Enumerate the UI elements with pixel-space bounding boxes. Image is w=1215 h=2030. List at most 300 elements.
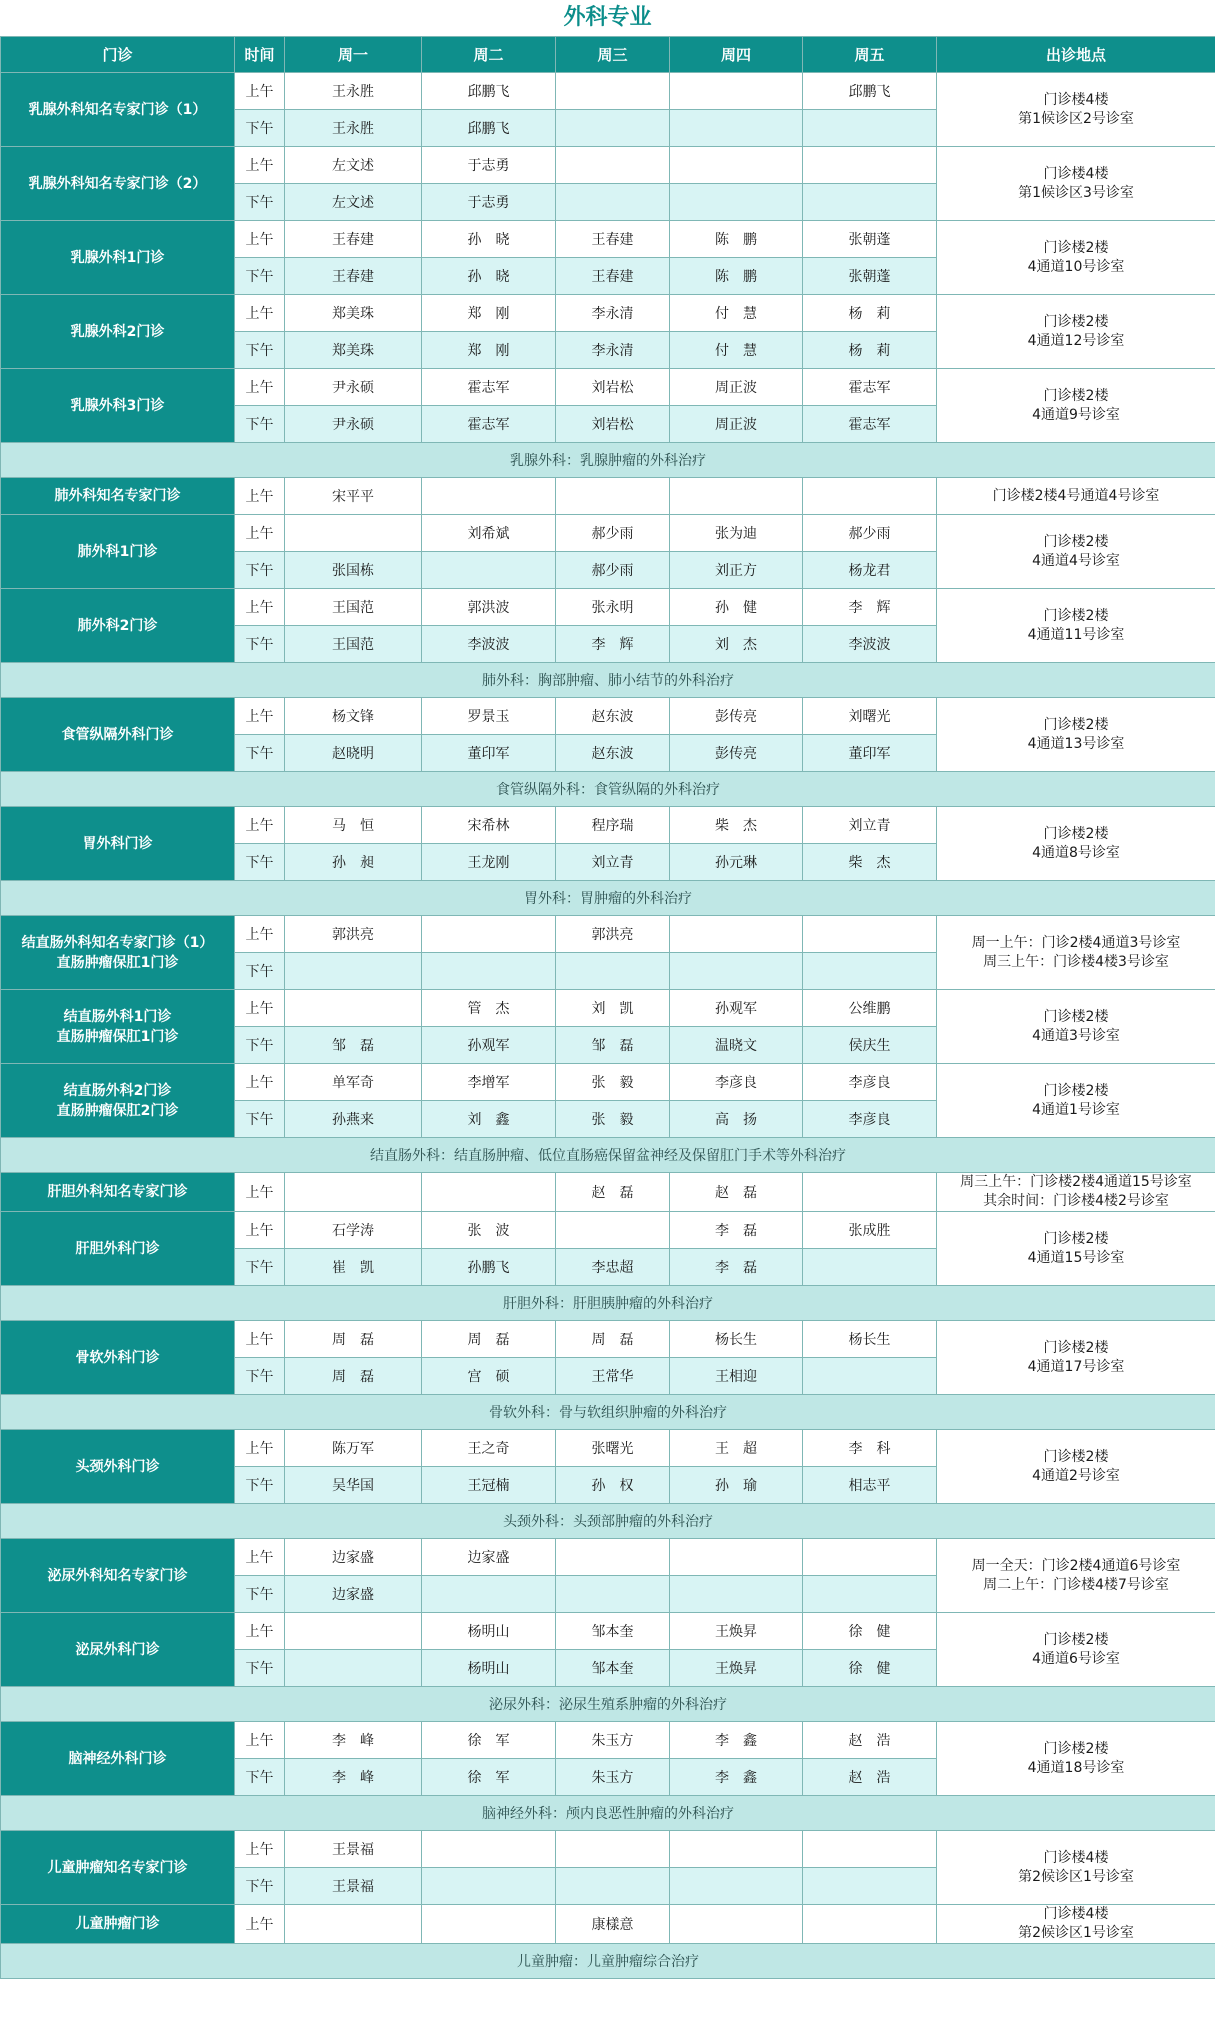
doctor-cell: 王之奇 bbox=[422, 1430, 556, 1467]
doctor-cell: 李 辉 bbox=[803, 589, 937, 626]
doctor-cell: 张为迪 bbox=[670, 515, 803, 552]
doctor-cell: 柴 杰 bbox=[670, 807, 803, 844]
doctor-cell bbox=[556, 110, 670, 147]
clinic-location: 周三上午：门诊楼2楼4通道15号诊室 其余时间：门诊楼4楼2号诊室 bbox=[937, 1173, 1215, 1212]
doctor-cell: 王国范 bbox=[285, 626, 422, 663]
doctor-cell: 邹本奎 bbox=[556, 1650, 670, 1687]
doctor-cell bbox=[285, 515, 422, 552]
doctor-cell: 边家盛 bbox=[285, 1539, 422, 1576]
schedule-row bbox=[1, 369, 1215, 406]
doctor-cell: 程序瑞 bbox=[556, 807, 670, 844]
doctor-cell: 张国栋 bbox=[285, 552, 422, 589]
section-description: 骨软外科：骨与软组织肿瘤的外科治疗 bbox=[1, 1395, 1215, 1430]
header-day-thu: 周四 bbox=[670, 37, 803, 73]
doctor-cell: 孙 权 bbox=[556, 1467, 670, 1504]
doctor-cell: 赵晓明 bbox=[285, 735, 422, 772]
doctor-cell bbox=[422, 552, 556, 589]
session-time: 上午 bbox=[235, 916, 285, 953]
schedule-row bbox=[1, 1722, 1215, 1759]
doctor-cell bbox=[670, 1539, 803, 1576]
doctor-cell: 李波波 bbox=[803, 626, 937, 663]
session-time: 下午 bbox=[235, 258, 285, 295]
session-time: 上午 bbox=[235, 990, 285, 1027]
doctor-cell: 张 波 bbox=[422, 1212, 556, 1249]
section-description: 头颈外科：头颈部肿瘤的外科治疗 bbox=[1, 1504, 1215, 1539]
doctor-cell: 李永清 bbox=[556, 295, 670, 332]
clinic-name: 泌尿外科知名专家门诊 bbox=[1, 1539, 235, 1613]
schedule-row bbox=[1, 1905, 1215, 1944]
session-time: 下午 bbox=[235, 110, 285, 147]
doctor-cell bbox=[803, 147, 937, 184]
section-description: 儿童肿瘤：儿童肿瘤综合治疗 bbox=[1, 1944, 1215, 1979]
clinic-name: 肝胆外科知名专家门诊 bbox=[1, 1173, 235, 1212]
session-time: 下午 bbox=[235, 1650, 285, 1687]
session-time: 下午 bbox=[235, 184, 285, 221]
doctor-cell: 张 毅 bbox=[556, 1064, 670, 1101]
section-description-row bbox=[1, 1687, 1215, 1722]
doctor-cell: 王焕昇 bbox=[670, 1650, 803, 1687]
doctor-cell: 边家盛 bbox=[422, 1539, 556, 1576]
doctor-cell: 李增军 bbox=[422, 1064, 556, 1101]
clinic-name: 肝胆外科门诊 bbox=[1, 1212, 235, 1286]
doctor-cell bbox=[556, 1212, 670, 1249]
doctor-cell bbox=[556, 147, 670, 184]
doctor-cell: 霍志军 bbox=[803, 406, 937, 443]
doctor-cell bbox=[422, 478, 556, 515]
doctor-cell: 王景福 bbox=[285, 1831, 422, 1868]
clinic-name: 脑神经外科门诊 bbox=[1, 1722, 235, 1796]
session-time: 下午 bbox=[235, 1868, 285, 1905]
doctor-cell: 刘曙光 bbox=[803, 698, 937, 735]
session-time: 上午 bbox=[235, 369, 285, 406]
doctor-cell: 陈万军 bbox=[285, 1430, 422, 1467]
clinic-location: 门诊楼4楼 第1候诊区2号诊室 bbox=[937, 73, 1215, 147]
doctor-cell: 杨 莉 bbox=[803, 332, 937, 369]
doctor-cell bbox=[803, 1868, 937, 1905]
doctor-cell: 王冠楠 bbox=[422, 1467, 556, 1504]
doctor-cell: 公维鹏 bbox=[803, 990, 937, 1027]
session-time: 下午 bbox=[235, 552, 285, 589]
clinic-location: 门诊楼2楼 4通道13号诊室 bbox=[937, 698, 1215, 772]
doctor-cell: 杨 莉 bbox=[803, 295, 937, 332]
doctor-cell bbox=[285, 990, 422, 1027]
session-time: 下午 bbox=[235, 844, 285, 881]
clinic-name: 乳腺外科知名专家门诊（1） bbox=[1, 73, 235, 147]
doctor-cell: 单军奇 bbox=[285, 1064, 422, 1101]
doctor-cell bbox=[803, 110, 937, 147]
doctor-cell: 霍志军 bbox=[803, 369, 937, 406]
session-time: 上午 bbox=[235, 1173, 285, 1212]
doctor-cell: 李 辉 bbox=[556, 626, 670, 663]
doctor-cell bbox=[803, 916, 937, 953]
doctor-cell: 王春建 bbox=[285, 221, 422, 258]
doctor-cell: 侯庆生 bbox=[803, 1027, 937, 1064]
doctor-cell bbox=[670, 147, 803, 184]
doctor-cell: 李波波 bbox=[422, 626, 556, 663]
doctor-cell: 郑美珠 bbox=[285, 295, 422, 332]
clinic-name: 结直肠外科2门诊 直肠肿瘤保肛2门诊 bbox=[1, 1064, 235, 1138]
doctor-cell bbox=[803, 184, 937, 221]
schedule-row bbox=[1, 807, 1215, 844]
page-title: 外科专业 bbox=[0, 0, 1215, 36]
doctor-cell: 孙 健 bbox=[670, 589, 803, 626]
doctor-cell: 陈 鹏 bbox=[670, 258, 803, 295]
doctor-cell: 尹永硕 bbox=[285, 369, 422, 406]
doctor-cell bbox=[803, 1831, 937, 1868]
doctor-cell: 李 磊 bbox=[670, 1212, 803, 1249]
section-description: 脑神经外科：颅内良恶性肿瘤的外科治疗 bbox=[1, 1796, 1215, 1831]
doctor-cell: 王春建 bbox=[285, 258, 422, 295]
doctor-cell: 罗景玉 bbox=[422, 698, 556, 735]
session-time: 上午 bbox=[235, 1613, 285, 1650]
session-time: 下午 bbox=[235, 406, 285, 443]
clinic-name: 泌尿外科门诊 bbox=[1, 1613, 235, 1687]
doctor-cell: 郑 刚 bbox=[422, 295, 556, 332]
doctor-cell: 孙元琳 bbox=[670, 844, 803, 881]
doctor-cell: 刘 凯 bbox=[556, 990, 670, 1027]
doctor-cell: 李彦良 bbox=[670, 1064, 803, 1101]
doctor-cell: 张朝蓬 bbox=[803, 221, 937, 258]
doctor-cell bbox=[422, 916, 556, 953]
doctor-cell: 宫 硕 bbox=[422, 1358, 556, 1395]
doctor-cell: 刘岩松 bbox=[556, 406, 670, 443]
header-day-mon: 周一 bbox=[285, 37, 422, 73]
doctor-cell: 孙 晓 bbox=[422, 258, 556, 295]
doctor-cell: 李 磊 bbox=[670, 1249, 803, 1286]
section-description: 结直肠外科：结直肠肿瘤、低位直肠癌保留盆神经及保留肛门手术等外科治疗 bbox=[1, 1138, 1215, 1173]
schedule-row bbox=[1, 295, 1215, 332]
doctor-cell: 王焕昇 bbox=[670, 1613, 803, 1650]
doctor-cell: 周 磊 bbox=[422, 1321, 556, 1358]
clinic-location: 门诊楼2楼 4通道15号诊室 bbox=[937, 1212, 1215, 1286]
doctor-cell: 董印军 bbox=[803, 735, 937, 772]
schedule-row bbox=[1, 1430, 1215, 1467]
clinic-name: 乳腺外科2门诊 bbox=[1, 295, 235, 369]
schedule-body bbox=[1, 73, 1215, 1979]
session-time: 上午 bbox=[235, 1905, 285, 1944]
doctor-cell: 邹 磊 bbox=[285, 1027, 422, 1064]
doctor-cell: 张 毅 bbox=[556, 1101, 670, 1138]
session-time: 下午 bbox=[235, 1358, 285, 1395]
doctor-cell: 郑 刚 bbox=[422, 332, 556, 369]
doctor-cell: 李 鑫 bbox=[670, 1759, 803, 1796]
doctor-cell: 刘立青 bbox=[556, 844, 670, 881]
doctor-cell: 李 峰 bbox=[285, 1722, 422, 1759]
doctor-cell: 刘岩松 bbox=[556, 369, 670, 406]
schedule-row bbox=[1, 589, 1215, 626]
doctor-cell: 郝少雨 bbox=[556, 515, 670, 552]
doctor-cell: 王春建 bbox=[556, 258, 670, 295]
doctor-cell bbox=[670, 73, 803, 110]
doctor-cell: 李 鑫 bbox=[670, 1722, 803, 1759]
doctor-cell: 郭洪亮 bbox=[556, 916, 670, 953]
doctor-cell: 边家盛 bbox=[285, 1576, 422, 1613]
clinic-name: 乳腺外科1门诊 bbox=[1, 221, 235, 295]
doctor-cell: 刘希斌 bbox=[422, 515, 556, 552]
doctor-cell bbox=[803, 478, 937, 515]
doctor-cell: 郭洪亮 bbox=[285, 916, 422, 953]
section-description: 泌尿外科：泌尿生殖系肿瘤的外科治疗 bbox=[1, 1687, 1215, 1722]
doctor-cell bbox=[670, 478, 803, 515]
session-time: 上午 bbox=[235, 1212, 285, 1249]
doctor-cell bbox=[285, 953, 422, 990]
doctor-cell: 徐 军 bbox=[422, 1759, 556, 1796]
clinic-location: 门诊楼2楼 4通道11号诊室 bbox=[937, 589, 1215, 663]
doctor-cell: 彭传亮 bbox=[670, 735, 803, 772]
session-time: 上午 bbox=[235, 147, 285, 184]
doctor-cell: 刘立青 bbox=[803, 807, 937, 844]
clinic-location: 门诊楼2楼 4通道9号诊室 bbox=[937, 369, 1215, 443]
clinic-location: 门诊楼2楼 4通道6号诊室 bbox=[937, 1613, 1215, 1687]
session-time: 上午 bbox=[235, 1539, 285, 1576]
session-time: 下午 bbox=[235, 1027, 285, 1064]
doctor-cell bbox=[670, 110, 803, 147]
schedule-row bbox=[1, 1212, 1215, 1249]
section-description: 乳腺外科：乳腺肿瘤的外科治疗 bbox=[1, 443, 1215, 478]
session-time: 上午 bbox=[235, 478, 285, 515]
doctor-cell bbox=[556, 1868, 670, 1905]
doctor-cell bbox=[670, 1831, 803, 1868]
doctor-cell: 杨龙君 bbox=[803, 552, 937, 589]
doctor-cell: 周 磊 bbox=[285, 1358, 422, 1395]
doctor-cell bbox=[670, 1905, 803, 1944]
doctor-cell: 王常华 bbox=[556, 1358, 670, 1395]
session-time: 下午 bbox=[235, 332, 285, 369]
doctor-cell: 徐 健 bbox=[803, 1650, 937, 1687]
clinic-location: 门诊楼2楼 4通道18号诊室 bbox=[937, 1722, 1215, 1796]
doctor-cell: 杨文锋 bbox=[285, 698, 422, 735]
session-time: 上午 bbox=[235, 589, 285, 626]
doctor-cell: 赵 磊 bbox=[670, 1173, 803, 1212]
clinic-name: 肺外科1门诊 bbox=[1, 515, 235, 589]
doctor-cell: 刘 鑫 bbox=[422, 1101, 556, 1138]
section-description: 食管纵隔外科：食管纵隔的外科治疗 bbox=[1, 772, 1215, 807]
section-description-row bbox=[1, 772, 1215, 807]
doctor-cell: 左文述 bbox=[285, 147, 422, 184]
doctor-cell: 马 恒 bbox=[285, 807, 422, 844]
clinic-location: 门诊楼4楼 第2候诊区1号诊室 bbox=[937, 1831, 1215, 1905]
section-description-row bbox=[1, 1504, 1215, 1539]
doctor-cell: 付 慧 bbox=[670, 332, 803, 369]
doctor-cell: 孙观军 bbox=[422, 1027, 556, 1064]
clinic-location: 周一上午：门诊2楼4通道3号诊室 周三上午：门诊楼4楼3号诊室 bbox=[937, 916, 1215, 990]
doctor-cell: 崔 凯 bbox=[285, 1249, 422, 1286]
clinic-location: 周一全天：门诊2楼4通道6号诊室 周二上午：门诊楼4楼7号诊室 bbox=[937, 1539, 1215, 1613]
doctor-cell: 宋希林 bbox=[422, 807, 556, 844]
doctor-cell: 朱玉方 bbox=[556, 1759, 670, 1796]
clinic-name: 结直肠外科知名专家门诊（1） 直肠肿瘤保肛1门诊 bbox=[1, 916, 235, 990]
doctor-cell bbox=[422, 1831, 556, 1868]
doctor-cell: 朱玉方 bbox=[556, 1722, 670, 1759]
clinic-name: 肺外科2门诊 bbox=[1, 589, 235, 663]
doctor-cell bbox=[803, 1358, 937, 1395]
doctor-cell: 邹本奎 bbox=[556, 1613, 670, 1650]
clinic-location: 门诊楼2楼 4通道4号诊室 bbox=[937, 515, 1215, 589]
doctor-cell: 郝少雨 bbox=[803, 515, 937, 552]
session-time: 上午 bbox=[235, 807, 285, 844]
session-time: 上午 bbox=[235, 698, 285, 735]
doctor-cell: 杨长生 bbox=[670, 1321, 803, 1358]
doctor-cell: 刘正方 bbox=[670, 552, 803, 589]
doctor-cell: 李忠超 bbox=[556, 1249, 670, 1286]
doctor-cell bbox=[556, 1831, 670, 1868]
doctor-cell: 左文述 bbox=[285, 184, 422, 221]
schedule-row bbox=[1, 1613, 1215, 1650]
doctor-cell: 李彦良 bbox=[803, 1101, 937, 1138]
doctor-cell bbox=[803, 1249, 937, 1286]
session-time: 上午 bbox=[235, 1064, 285, 1101]
schedule-table bbox=[0, 36, 1215, 1979]
session-time: 上午 bbox=[235, 1722, 285, 1759]
section-description-row bbox=[1, 443, 1215, 478]
clinic-location: 门诊楼4楼 第2候诊区1号诊室 bbox=[937, 1905, 1215, 1944]
schedule-row bbox=[1, 1321, 1215, 1358]
doctor-cell: 于志勇 bbox=[422, 147, 556, 184]
doctor-cell: 张曙光 bbox=[556, 1430, 670, 1467]
doctor-cell bbox=[422, 1576, 556, 1613]
doctor-cell bbox=[285, 1173, 422, 1212]
schedule-row bbox=[1, 1173, 1215, 1212]
doctor-cell: 王永胜 bbox=[285, 73, 422, 110]
section-description-row bbox=[1, 1138, 1215, 1173]
doctor-cell bbox=[556, 478, 670, 515]
doctor-cell bbox=[422, 1173, 556, 1212]
doctor-cell: 张朝蓬 bbox=[803, 258, 937, 295]
doctor-cell bbox=[670, 1868, 803, 1905]
doctor-cell: 杨明山 bbox=[422, 1650, 556, 1687]
doctor-cell: 周 磊 bbox=[285, 1321, 422, 1358]
schedule-row bbox=[1, 990, 1215, 1027]
doctor-cell bbox=[670, 184, 803, 221]
doctor-cell: 付 慧 bbox=[670, 295, 803, 332]
doctor-cell: 王景福 bbox=[285, 1868, 422, 1905]
section-description-row bbox=[1, 1796, 1215, 1831]
doctor-cell bbox=[422, 1905, 556, 1944]
doctor-cell: 管 杰 bbox=[422, 990, 556, 1027]
schedule-row bbox=[1, 515, 1215, 552]
doctor-cell: 吴华国 bbox=[285, 1467, 422, 1504]
clinic-name: 胃外科门诊 bbox=[1, 807, 235, 881]
doctor-cell bbox=[556, 73, 670, 110]
header-time: 时间 bbox=[235, 37, 285, 73]
section-description-row bbox=[1, 1395, 1215, 1430]
clinic-location: 门诊楼2楼 4通道10号诊室 bbox=[937, 221, 1215, 295]
session-time: 下午 bbox=[235, 626, 285, 663]
doctor-cell: 赵 磊 bbox=[556, 1173, 670, 1212]
doctor-cell: 孙 昶 bbox=[285, 844, 422, 881]
header-day-fri: 周五 bbox=[803, 37, 937, 73]
doctor-cell bbox=[803, 1173, 937, 1212]
doctor-cell: 王相迎 bbox=[670, 1358, 803, 1395]
clinic-name: 儿童肿瘤知名专家门诊 bbox=[1, 1831, 235, 1905]
doctor-cell: 宋平平 bbox=[285, 478, 422, 515]
schedule-row bbox=[1, 1539, 1215, 1576]
section-description-row bbox=[1, 1286, 1215, 1321]
clinic-location: 门诊楼2楼 4通道17号诊室 bbox=[937, 1321, 1215, 1395]
doctor-cell: 王 超 bbox=[670, 1430, 803, 1467]
session-time: 上午 bbox=[235, 295, 285, 332]
doctor-cell bbox=[285, 1650, 422, 1687]
doctor-cell: 李 科 bbox=[803, 1430, 937, 1467]
session-time: 上午 bbox=[235, 1831, 285, 1868]
doctor-cell: 高 扬 bbox=[670, 1101, 803, 1138]
doctor-cell: 陈 鹏 bbox=[670, 221, 803, 258]
clinic-location: 门诊楼2楼 4通道1号诊室 bbox=[937, 1064, 1215, 1138]
doctor-cell: 赵东波 bbox=[556, 698, 670, 735]
header-day-wed: 周三 bbox=[556, 37, 670, 73]
doctor-cell: 尹永硕 bbox=[285, 406, 422, 443]
clinic-name: 结直肠外科1门诊 直肠肿瘤保肛1门诊 bbox=[1, 990, 235, 1064]
clinic-name: 骨软外科门诊 bbox=[1, 1321, 235, 1395]
doctor-cell: 赵东波 bbox=[556, 735, 670, 772]
doctor-cell bbox=[803, 1905, 937, 1944]
schedule-row bbox=[1, 916, 1215, 953]
doctor-cell bbox=[285, 1613, 422, 1650]
clinic-name: 乳腺外科知名专家门诊（2） bbox=[1, 147, 235, 221]
doctor-cell bbox=[556, 184, 670, 221]
session-time: 下午 bbox=[235, 953, 285, 990]
session-time: 下午 bbox=[235, 1759, 285, 1796]
doctor-cell: 周 磊 bbox=[556, 1321, 670, 1358]
clinic-location: 门诊楼2楼 4通道3号诊室 bbox=[937, 990, 1215, 1064]
header-day-tue: 周二 bbox=[422, 37, 556, 73]
doctor-cell: 石学涛 bbox=[285, 1212, 422, 1249]
clinic-name: 儿童肿瘤门诊 bbox=[1, 1905, 235, 1944]
section-description: 肝胆外科：肝胆胰肿瘤的外科治疗 bbox=[1, 1286, 1215, 1321]
header-row bbox=[1, 37, 1215, 73]
doctor-cell bbox=[556, 1576, 670, 1613]
doctor-cell: 彭传亮 bbox=[670, 698, 803, 735]
doctor-cell: 柴 杰 bbox=[803, 844, 937, 881]
doctor-cell: 于志勇 bbox=[422, 184, 556, 221]
clinic-location: 门诊楼2楼 4通道2号诊室 bbox=[937, 1430, 1215, 1504]
doctor-cell bbox=[422, 953, 556, 990]
header-clinic: 门诊 bbox=[1, 37, 235, 73]
session-time: 下午 bbox=[235, 735, 285, 772]
doctor-cell bbox=[670, 953, 803, 990]
clinic-name: 肺外科知名专家门诊 bbox=[1, 478, 235, 515]
session-time: 下午 bbox=[235, 1249, 285, 1286]
doctor-cell bbox=[803, 953, 937, 990]
doctor-cell bbox=[556, 953, 670, 990]
schedule-row bbox=[1, 1064, 1215, 1101]
doctor-cell: 邱鹏飞 bbox=[422, 110, 556, 147]
doctor-cell: 张永明 bbox=[556, 589, 670, 626]
doctor-cell: 康樣意 bbox=[556, 1905, 670, 1944]
section-description: 肺外科：胸部肿瘤、肺小结节的外科治疗 bbox=[1, 663, 1215, 698]
clinic-location: 门诊楼2楼 4通道8号诊室 bbox=[937, 807, 1215, 881]
doctor-cell: 赵 浩 bbox=[803, 1722, 937, 1759]
doctor-cell: 李永清 bbox=[556, 332, 670, 369]
schedule-row bbox=[1, 73, 1215, 110]
doctor-cell: 孙 瑜 bbox=[670, 1467, 803, 1504]
doctor-cell: 孙燕来 bbox=[285, 1101, 422, 1138]
doctor-cell: 霍志军 bbox=[422, 369, 556, 406]
clinic-name: 食管纵隔外科门诊 bbox=[1, 698, 235, 772]
clinic-location: 门诊楼2楼4号通道4号诊室 bbox=[937, 478, 1215, 515]
session-time: 上午 bbox=[235, 73, 285, 110]
doctor-cell bbox=[556, 1539, 670, 1576]
session-time: 下午 bbox=[235, 1101, 285, 1138]
doctor-cell bbox=[670, 1576, 803, 1613]
doctor-cell bbox=[803, 1539, 937, 1576]
section-description-row bbox=[1, 663, 1215, 698]
session-time: 上午 bbox=[235, 515, 285, 552]
clinic-name: 乳腺外科3门诊 bbox=[1, 369, 235, 443]
doctor-cell: 霍志军 bbox=[422, 406, 556, 443]
schedule-row bbox=[1, 478, 1215, 515]
section-description-row bbox=[1, 1944, 1215, 1979]
